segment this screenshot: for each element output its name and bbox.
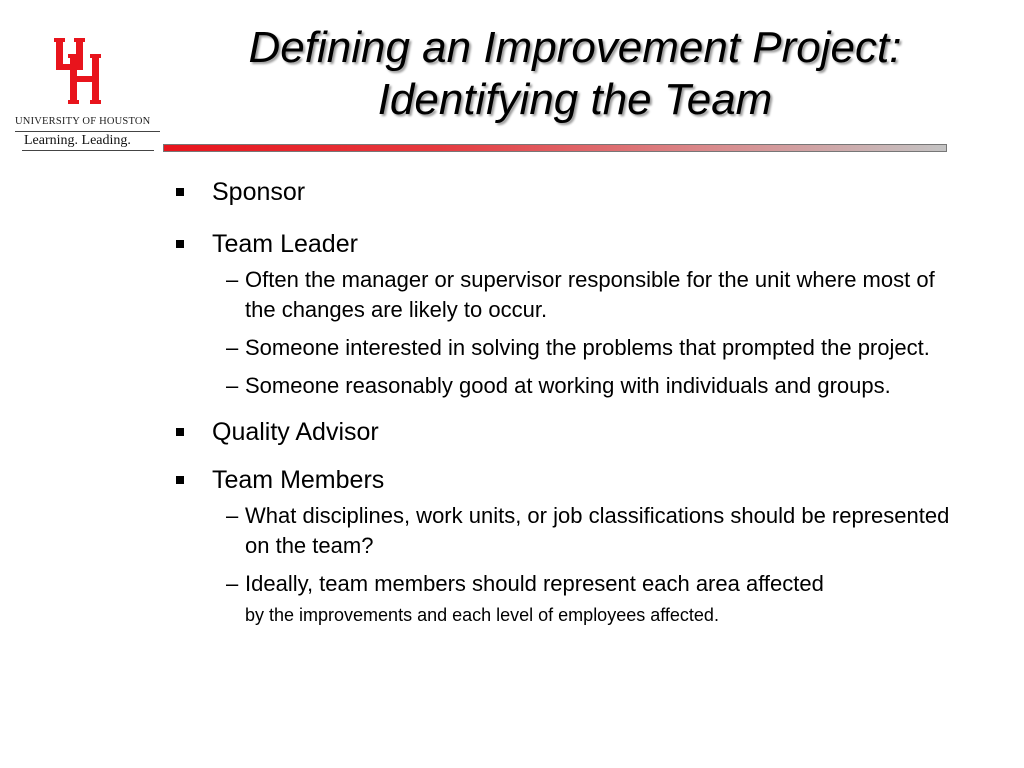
- bullet-team-members: [170, 465, 950, 495]
- sub-bullet-text: What disciplines, work units, or job classifications should be represented on the team?: [245, 503, 950, 558]
- bullet-text: Sponsor: [212, 178, 306, 206]
- university-tagline: Learning. Leading.: [24, 133, 131, 148]
- sub-bullet-text: Ideally, team members should represent each area affected: [245, 571, 824, 596]
- sub-bullet: [170, 333, 950, 363]
- sub-bullet: [170, 371, 950, 401]
- logo-divider: [15, 131, 160, 132]
- title-line-2: Identifying the Team: [377, 75, 773, 124]
- dash-icon: –: [226, 503, 239, 528]
- bullet-text: Team Members: [212, 466, 385, 494]
- bullet-text: Team Leader: [212, 230, 358, 258]
- sub-bullet: [170, 265, 950, 325]
- slide-title: [175, 22, 975, 126]
- sub-bullet-text-continued: by the improvements and each level of employees affected.: [245, 605, 719, 625]
- title-divider-bar: [163, 144, 947, 152]
- university-name: UNIVERSITY OF HOUSTON: [15, 116, 151, 127]
- square-bullet-icon: [176, 476, 184, 484]
- sub-bullet: [170, 569, 950, 630]
- sub-bullet-text: Often the manager or supervisor responsible for the unit where most of the changes are likely to occur.: [245, 267, 935, 322]
- bullet-text: Quality Advisor: [212, 418, 379, 446]
- dash-icon: –: [226, 571, 239, 596]
- slide-content: [170, 175, 950, 630]
- dash-icon: –: [226, 335, 239, 360]
- square-bullet-icon: [176, 428, 184, 436]
- square-bullet-icon: [176, 188, 184, 196]
- logo-underline: [22, 150, 154, 151]
- square-bullet-icon: [176, 240, 184, 248]
- sub-bullet: [170, 501, 950, 561]
- university-logo: [10, 36, 160, 156]
- uh-monogram-icon: [54, 36, 114, 106]
- title-line-1: Defining an Improvement Project:: [248, 23, 902, 72]
- bullet-quality-advisor: [170, 417, 950, 447]
- bullet-team-leader: [170, 229, 950, 259]
- bullet-sponsor: [170, 177, 950, 207]
- dash-icon: –: [226, 267, 239, 292]
- sub-bullet-text: Someone interested in solving the problems that prompted the project.: [245, 335, 930, 360]
- dash-icon: –: [226, 373, 239, 398]
- sub-bullet-text: Someone reasonably good at working with individuals and groups.: [245, 373, 891, 398]
